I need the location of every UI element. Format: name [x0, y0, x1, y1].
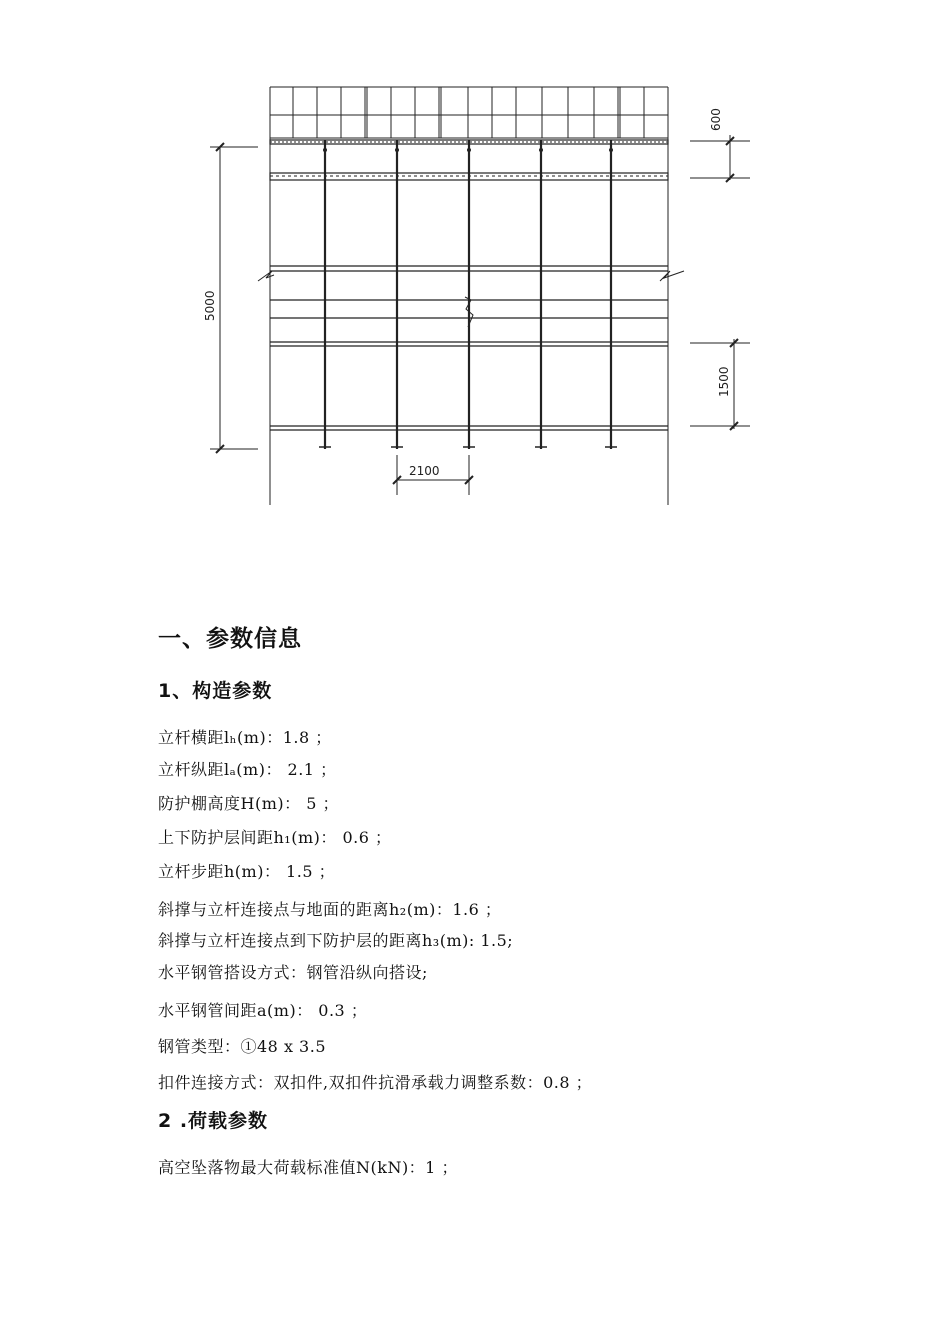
- param-line: 扣件连接方式：双扣件,双扣件抗滑承载力调整系数：0.8 ；: [158, 1073, 593, 1092]
- dim-5000-label: 5000: [203, 290, 217, 321]
- param-line: 立杆步距h(m)： 1.5 ；: [158, 862, 336, 881]
- dim-1500-label: 1500: [717, 366, 731, 397]
- section-title: 一、参数信息: [158, 626, 302, 652]
- param-line: 立杆纵距lₐ(m)： 2.1 ；: [158, 760, 337, 779]
- param-line: 水平钢管间距a(m)： 0.3 ；: [158, 1001, 368, 1020]
- param-line: 斜撑与立杆连接点与地面的距离h₂(m)：1.6 ；: [158, 900, 502, 919]
- param-line: 立杆横距lₕ(m)：1.8 ；: [158, 728, 332, 747]
- param-line: 水平钢管搭设方式：钢管沿纵向搭设;: [158, 963, 428, 982]
- dim-2100-label: 2100: [409, 464, 440, 478]
- dim-600-label: 600: [709, 108, 723, 131]
- param-line: 斜撑与立杆连接点到下防护层的距离h₃(m): 1.5;: [158, 931, 514, 950]
- scaffold-elevation-drawing: [190, 75, 760, 515]
- load-params-title: 2 .荷载参数: [158, 1110, 269, 1132]
- param-line: 高空坠落物最大荷载标准值N(kN)：1 ；: [158, 1158, 458, 1177]
- construction-params-title: 1、构造参数: [158, 680, 273, 702]
- param-line: 防护棚高度H(m)： 5 ；: [158, 794, 339, 813]
- param-line: 钢管类型：①48 x 3.5: [158, 1037, 327, 1056]
- param-line: 上下防护层间距h₁(m)： 0.6 ；: [158, 828, 392, 847]
